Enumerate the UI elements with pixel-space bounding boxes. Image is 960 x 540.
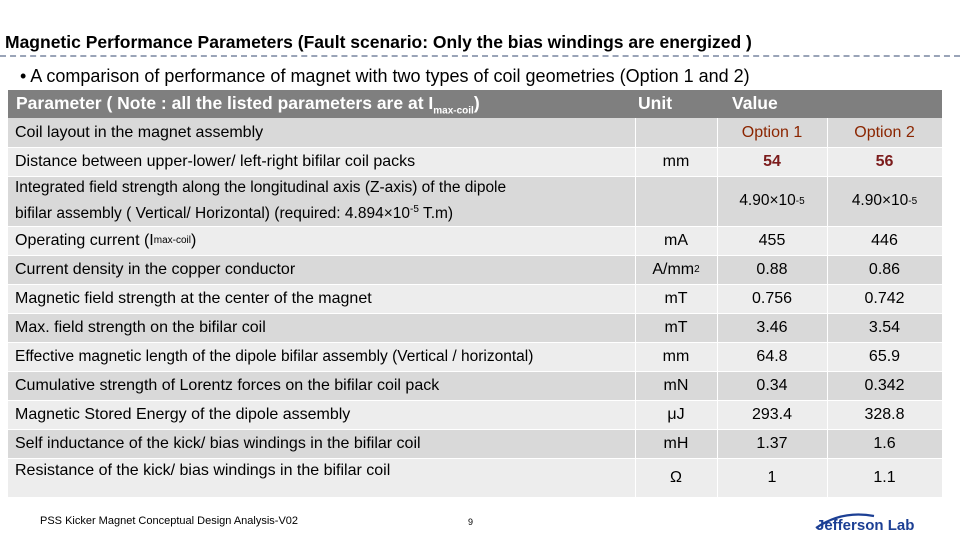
footer-text: PSS Kicker Magnet Conceptual Design Analysis-V02 (40, 515, 299, 527)
row-divider (8, 313, 942, 314)
table-row: Current density in the copper conductor A/mm 2 0.88 0.86 (8, 255, 942, 284)
row-divider (8, 147, 942, 148)
table-row: Resistance of the kick/ bias windings in the bifilar coil Ω 1 1.1 (8, 458, 942, 497)
row-divider (8, 226, 942, 227)
table-row: Magnetic Stored Energy of the dipole assembly μJ 293.4 328.8 (8, 400, 942, 429)
row-divider (8, 255, 942, 256)
row-divider (8, 458, 942, 459)
parameter-table (8, 90, 942, 497)
row-divider (8, 342, 942, 343)
table-row: Self inductance of the kick/ bias windings in the bifilar coil mH 1.37 1.6 (8, 429, 942, 458)
logo-wordmark: Jefferson Lab (816, 517, 915, 534)
column-divider (717, 118, 718, 497)
page-number: 9 (468, 517, 474, 527)
row-divider (8, 371, 942, 372)
table-row: Coil layout in the magnet assembly Option 1 Option 2 (8, 118, 942, 147)
slide-title: Magnetic Performance Parameters (Fault scenario: Only the bias windings are energized ) (5, 32, 752, 52)
header-unit: Unit (638, 93, 673, 113)
row-divider (8, 284, 942, 285)
row-divider (8, 400, 942, 401)
table-row: Cumulative strength of Lorentz forces on the bifilar coil pack mN 0.34 0.342 (8, 371, 942, 400)
table-row: Magnetic field strength at the center of the magnet mT 0.756 0.742 (8, 284, 942, 313)
header-value: Value (732, 93, 778, 113)
table-header (8, 90, 942, 118)
table-row: Integrated field strength along the longitudinal axis (Z-axis) of the dipole bifilar assembly ( Vertical/ Horizontal) (required: $4.894\times 10^{-5}$ T.m) 4.90×10 -5 4.90×10 -5 (8, 176, 942, 226)
column-divider (635, 118, 636, 497)
table-row: Operating current (I max-coil ) mA 455 446 (8, 226, 942, 255)
column-divider (827, 118, 828, 497)
table-row: Effective magnetic length of the dipole bifilar assembly (Vertical / horizontal) mm 64.8 65.9 (8, 342, 942, 371)
row-divider (8, 429, 942, 430)
slide-bullet: • A comparison of performance of magnet with two types of coil geometries (Option 1 and 2) (20, 66, 750, 86)
table-row: Max. field strength on the bifilar coil mT 3.46 3.54 (8, 313, 942, 342)
header-parameter: Parameter ( Note : all the listed parameters are at $I_{max-coil}$) (16, 93, 480, 117)
row-divider (8, 176, 942, 177)
table-row: Distance between upper-lower/ left-right bifilar coil packs mm 54 56 (8, 147, 942, 176)
title-divider (0, 55, 960, 57)
jefferson-lab-logo (814, 506, 926, 536)
